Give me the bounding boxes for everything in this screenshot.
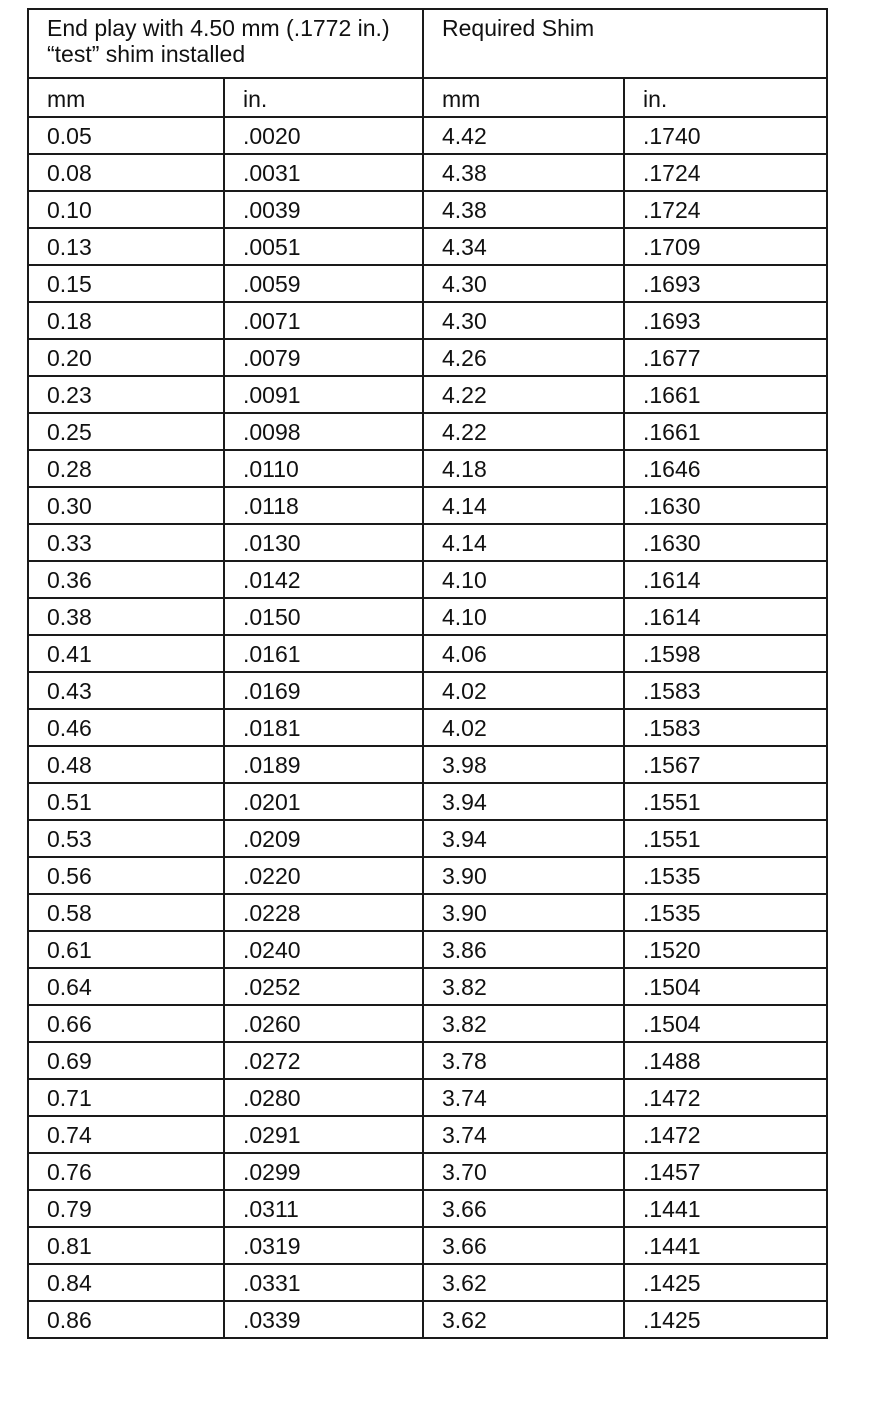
table-row [28, 746, 827, 783]
shim-in-cell: .1567 [624, 746, 827, 783]
end-play-mm-cell: 0.43 [28, 672, 224, 709]
shim-in-cell: .1630 [624, 487, 827, 524]
end-play-in-cell: .0311 [224, 1190, 423, 1227]
shim-mm-cell: 4.14 [423, 487, 624, 524]
shim-in-cell: .1441 [624, 1227, 827, 1264]
shim-mm-cell: 3.78 [423, 1042, 624, 1079]
end-play-header: End play with 4.50 mm (.1772 in.) “test” shim installed [28, 9, 423, 78]
end-play-mm-cell: 0.79 [28, 1190, 224, 1227]
end-play-in-cell: .0280 [224, 1079, 423, 1116]
end-play-mm-cell: 0.69 [28, 1042, 224, 1079]
table-row [28, 524, 827, 561]
table-row [28, 561, 827, 598]
shim-in-cell: .1598 [624, 635, 827, 672]
shim-in-cell: .1535 [624, 894, 827, 931]
end-play-mm-cell: 0.48 [28, 746, 224, 783]
shim-mm-cell: 3.62 [423, 1264, 624, 1301]
table-row [28, 1079, 827, 1116]
end-play-in-cell: .0291 [224, 1116, 423, 1153]
table-row [28, 931, 827, 968]
end-play-mm-cell: 0.36 [28, 561, 224, 598]
end-play-mm-cell: 0.81 [28, 1227, 224, 1264]
end-play-mm-cell: 0.23 [28, 376, 224, 413]
end-play-mm-cell: 0.25 [28, 413, 224, 450]
table-row [28, 413, 827, 450]
table-row [28, 894, 827, 931]
end-play-mm-header: mm [28, 78, 224, 117]
shim-in-cell: .1693 [624, 302, 827, 339]
shim-mm-cell: 3.70 [423, 1153, 624, 1190]
end-play-mm-cell: 0.18 [28, 302, 224, 339]
shim-selection-table [27, 8, 828, 1339]
end-play-in-cell: .0331 [224, 1264, 423, 1301]
shim-mm-header: mm [423, 78, 624, 117]
end-play-in-cell: .0319 [224, 1227, 423, 1264]
shim-in-cell: .1425 [624, 1301, 827, 1338]
unit-header-row [28, 78, 827, 117]
shim-mm-cell: 4.38 [423, 191, 624, 228]
table-row [28, 487, 827, 524]
required-shim-header: Required Shim [423, 9, 827, 78]
end-play-mm-cell: 0.28 [28, 450, 224, 487]
end-play-mm-cell: 0.64 [28, 968, 224, 1005]
end-play-mm-cell: 0.66 [28, 1005, 224, 1042]
end-play-in-cell: .0201 [224, 783, 423, 820]
end-play-in-cell: .0260 [224, 1005, 423, 1042]
end-play-in-cell: .0098 [224, 413, 423, 450]
shim-in-cell: .1457 [624, 1153, 827, 1190]
shim-in-cell: .1520 [624, 931, 827, 968]
table-row [28, 1042, 827, 1079]
group-header-row [28, 9, 827, 78]
end-play-in-cell: .0339 [224, 1301, 423, 1338]
end-play-in-cell: .0252 [224, 968, 423, 1005]
shim-mm-cell: 4.14 [423, 524, 624, 561]
end-play-in-cell: .0161 [224, 635, 423, 672]
shim-mm-cell: 4.18 [423, 450, 624, 487]
table-row [28, 820, 827, 857]
end-play-in-cell: .0059 [224, 265, 423, 302]
shim-mm-cell: 4.30 [423, 265, 624, 302]
table-row [28, 450, 827, 487]
table-row [28, 1227, 827, 1264]
table-row [28, 672, 827, 709]
end-play-in-cell: .0071 [224, 302, 423, 339]
end-play-in-cell: .0220 [224, 857, 423, 894]
shim-in-cell: .1472 [624, 1079, 827, 1116]
end-play-mm-cell: 0.51 [28, 783, 224, 820]
end-play-mm-cell: 0.30 [28, 487, 224, 524]
shim-in-cell: .1504 [624, 1005, 827, 1042]
end-play-in-cell: .0079 [224, 339, 423, 376]
end-play-mm-cell: 0.84 [28, 1264, 224, 1301]
end-play-in-cell: .0051 [224, 228, 423, 265]
end-play-in-header: in. [224, 78, 423, 117]
shim-in-cell: .1504 [624, 968, 827, 1005]
table-row [28, 191, 827, 228]
shim-mm-cell: 3.82 [423, 1005, 624, 1042]
shim-in-cell: .1724 [624, 191, 827, 228]
table-row [28, 598, 827, 635]
shim-in-cell: .1614 [624, 598, 827, 635]
shim-in-cell: .1677 [624, 339, 827, 376]
end-play-in-cell: .0169 [224, 672, 423, 709]
end-play-mm-cell: 0.10 [28, 191, 224, 228]
table-row [28, 857, 827, 894]
end-play-in-cell: .0031 [224, 154, 423, 191]
shim-mm-cell: 3.90 [423, 857, 624, 894]
table-row [28, 1264, 827, 1301]
shim-mm-cell: 4.22 [423, 376, 624, 413]
end-play-mm-cell: 0.05 [28, 117, 224, 154]
end-play-in-cell: .0130 [224, 524, 423, 561]
table-row [28, 1190, 827, 1227]
table-row [28, 709, 827, 746]
end-play-mm-cell: 0.46 [28, 709, 224, 746]
shim-mm-cell: 4.10 [423, 598, 624, 635]
end-play-mm-cell: 0.61 [28, 931, 224, 968]
shim-mm-cell: 3.94 [423, 783, 624, 820]
shim-mm-cell: 3.98 [423, 746, 624, 783]
end-play-mm-cell: 0.53 [28, 820, 224, 857]
shim-in-header: in. [624, 78, 827, 117]
shim-mm-cell: 3.62 [423, 1301, 624, 1338]
shim-mm-cell: 4.34 [423, 228, 624, 265]
shim-mm-cell: 3.94 [423, 820, 624, 857]
end-play-mm-cell: 0.71 [28, 1079, 224, 1116]
table-row [28, 117, 827, 154]
shim-mm-cell: 3.74 [423, 1116, 624, 1153]
shim-in-cell: .1583 [624, 709, 827, 746]
shim-in-cell: .1630 [624, 524, 827, 561]
shim-mm-cell: 4.38 [423, 154, 624, 191]
end-play-in-cell: .0150 [224, 598, 423, 635]
table-row [28, 1153, 827, 1190]
end-play-mm-cell: 0.41 [28, 635, 224, 672]
table-row [28, 376, 827, 413]
shim-in-cell: .1740 [624, 117, 827, 154]
shim-mm-cell: 4.02 [423, 672, 624, 709]
end-play-mm-cell: 0.15 [28, 265, 224, 302]
end-play-in-cell: .0091 [224, 376, 423, 413]
end-play-mm-cell: 0.13 [28, 228, 224, 265]
shim-mm-cell: 4.30 [423, 302, 624, 339]
end-play-mm-cell: 0.08 [28, 154, 224, 191]
shim-in-cell: .1488 [624, 1042, 827, 1079]
end-play-in-cell: .0240 [224, 931, 423, 968]
table-row [28, 154, 827, 191]
end-play-in-cell: .0110 [224, 450, 423, 487]
shim-mm-cell: 4.06 [423, 635, 624, 672]
shim-in-cell: .1614 [624, 561, 827, 598]
table-row [28, 968, 827, 1005]
shim-in-cell: .1661 [624, 376, 827, 413]
table-row [28, 265, 827, 302]
end-play-in-cell: .0272 [224, 1042, 423, 1079]
end-play-mm-cell: 0.38 [28, 598, 224, 635]
shim-in-cell: .1441 [624, 1190, 827, 1227]
end-play-in-cell: .0181 [224, 709, 423, 746]
shim-in-cell: .1551 [624, 783, 827, 820]
end-play-mm-cell: 0.20 [28, 339, 224, 376]
end-play-mm-cell: 0.74 [28, 1116, 224, 1153]
end-play-in-cell: .0020 [224, 117, 423, 154]
shim-mm-cell: 4.10 [423, 561, 624, 598]
end-play-in-cell: .0142 [224, 561, 423, 598]
shim-in-cell: .1693 [624, 265, 827, 302]
shim-in-cell: .1425 [624, 1264, 827, 1301]
shim-mm-cell: 3.66 [423, 1227, 624, 1264]
shim-in-cell: .1709 [624, 228, 827, 265]
table-row [28, 1301, 827, 1338]
shim-mm-cell: 4.42 [423, 117, 624, 154]
table-body [28, 9, 827, 1338]
table-row [28, 783, 827, 820]
shim-mm-cell: 3.66 [423, 1190, 624, 1227]
end-play-mm-cell: 0.86 [28, 1301, 224, 1338]
table-row [28, 635, 827, 672]
shim-in-cell: .1583 [624, 672, 827, 709]
shim-in-cell: .1724 [624, 154, 827, 191]
shim-in-cell: .1551 [624, 820, 827, 857]
end-play-in-cell: .0299 [224, 1153, 423, 1190]
table-row [28, 1005, 827, 1042]
table-row [28, 228, 827, 265]
table-row [28, 339, 827, 376]
shim-mm-cell: 4.02 [423, 709, 624, 746]
end-play-in-cell: .0209 [224, 820, 423, 857]
shim-mm-cell: 3.86 [423, 931, 624, 968]
shim-in-cell: .1535 [624, 857, 827, 894]
shim-mm-cell: 3.82 [423, 968, 624, 1005]
shim-mm-cell: 4.26 [423, 339, 624, 376]
shim-in-cell: .1646 [624, 450, 827, 487]
end-play-mm-cell: 0.33 [28, 524, 224, 561]
end-play-in-cell: .0189 [224, 746, 423, 783]
table-row [28, 302, 827, 339]
end-play-mm-cell: 0.56 [28, 857, 224, 894]
shim-in-cell: .1661 [624, 413, 827, 450]
end-play-mm-cell: 0.76 [28, 1153, 224, 1190]
end-play-in-cell: .0228 [224, 894, 423, 931]
shim-mm-cell: 4.22 [423, 413, 624, 450]
table-row [28, 1116, 827, 1153]
shim-mm-cell: 3.74 [423, 1079, 624, 1116]
end-play-in-cell: .0039 [224, 191, 423, 228]
end-play-mm-cell: 0.58 [28, 894, 224, 931]
shim-in-cell: .1472 [624, 1116, 827, 1153]
shim-mm-cell: 3.90 [423, 894, 624, 931]
end-play-in-cell: .0118 [224, 487, 423, 524]
